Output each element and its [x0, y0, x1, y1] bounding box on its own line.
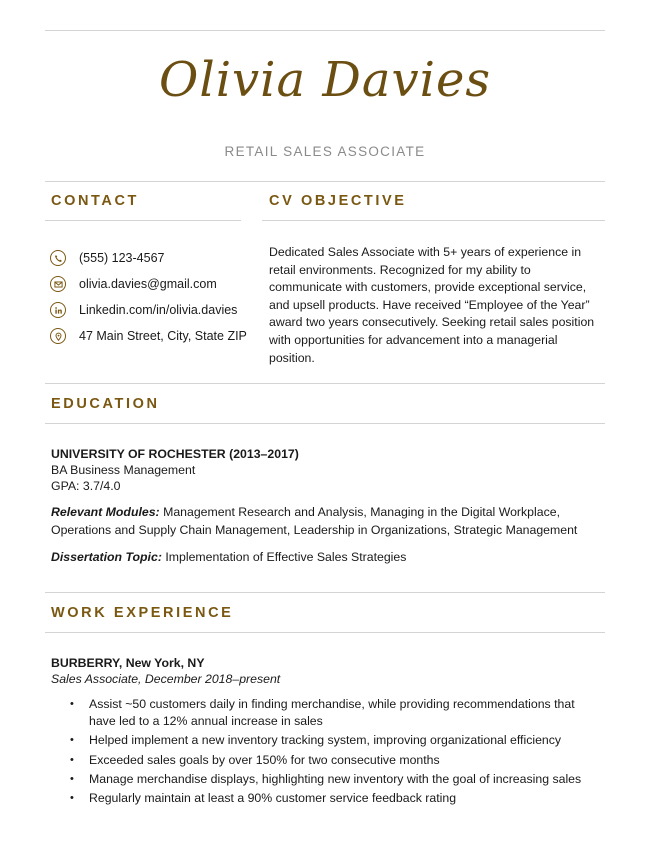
experience-bottom-rule	[45, 632, 605, 633]
experience-top-rule	[45, 592, 605, 593]
contact-address	[50, 326, 247, 346]
bullet-item: • Helped implement a new inventory tracking system, improving organizational efficiency	[70, 732, 600, 749]
job-role: Sales Associate, December 2018–present	[51, 672, 281, 686]
gpa: GPA: 3.7/4.0	[51, 479, 121, 493]
contact-phone	[50, 248, 164, 268]
employer-name: BURBERRY, New York, NY	[51, 656, 205, 670]
address-text: 47 Main Street, City, State ZIP	[79, 329, 247, 343]
experience-bullets	[70, 696, 600, 810]
contact-linkedin	[50, 300, 237, 320]
dissertation	[51, 549, 606, 567]
linkedin-text[interactable]: Linkedin.com/in/olivia.davies	[79, 303, 238, 317]
relevant-modules	[51, 504, 606, 539]
bullet-item: • Assist ~50 customers daily in finding merchandise, while providing recommendations that have led to a 12% annual increase in sales	[70, 696, 600, 730]
modules-text: Management Research and Analysis, Managing in the Digital Workplace, Operations and Supply Chain Management, Leadership in Organizations, Strategic Management	[51, 505, 578, 537]
dissertation-label: Dissertation Topic:	[51, 550, 162, 565]
contact-email	[50, 274, 217, 294]
school-name: UNIVERSITY OF ROCHESTER (2013–2017)	[51, 447, 299, 461]
education-block	[51, 446, 606, 567]
header-rule	[45, 181, 605, 182]
email-icon	[50, 276, 66, 292]
experience-heading: WORK EXPERIENCE	[51, 605, 234, 621]
linkedin-icon	[50, 302, 66, 318]
contact-heading: CONTACT	[51, 193, 140, 209]
bullet-item: • Manage merchandise displays, highlighting new inventory with the goal of increasing sales	[70, 771, 600, 788]
education-bottom-rule	[45, 423, 605, 424]
education-top-rule	[45, 383, 605, 384]
bullet-item: • Regularly maintain at least a 90% customer service feedback rating	[70, 790, 600, 807]
degree: BA Business Management	[51, 463, 196, 477]
contact-rule	[45, 220, 241, 221]
employer-block	[51, 655, 606, 687]
email-text[interactable]: olivia.davies@gmail.com	[79, 277, 217, 291]
location-icon	[50, 328, 66, 344]
bullet-item: • Exceeded sales goals by over 150% for two consecutive months	[70, 752, 600, 769]
dissertation-text: Implementation of Effective Sales Strategies	[165, 550, 407, 565]
objective-rule	[262, 220, 605, 221]
candidate-name: Olivia Davies	[158, 52, 491, 108]
top-rule	[45, 30, 605, 31]
objective-heading: CV OBJECTIVE	[269, 193, 407, 209]
objective-text: Dedicated Sales Associate with 5+ years of experience in retail environments. Recognized for my ability to communicate with customers, provide exceptional service, and upsell products. Have received “Employee of the Year” award two years consecutively. Seeking retail sales position with opportunities for advancement into a managerial position.	[269, 245, 595, 365]
phone-icon	[50, 250, 66, 266]
education-heading: EDUCATION	[51, 396, 160, 412]
job-title: RETAIL SALES ASSOCIATE	[224, 144, 426, 159]
modules-label: Relevant Modules:	[51, 505, 160, 519]
phone-text[interactable]: (555) 123-4567	[79, 251, 165, 265]
